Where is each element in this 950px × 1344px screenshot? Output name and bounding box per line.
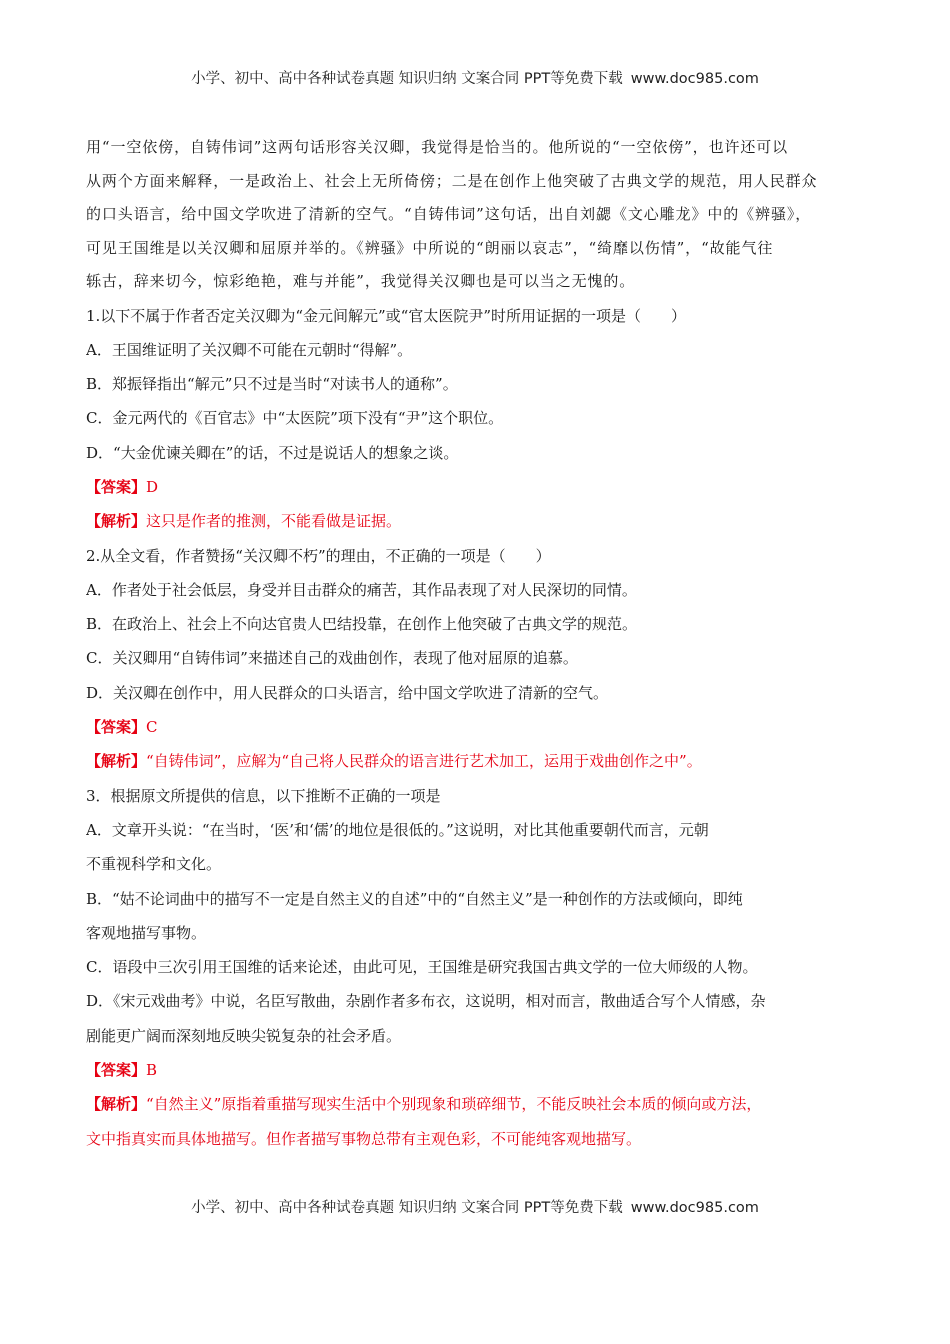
- page-header: [0, 67, 950, 88]
- option-c: C．语段中三次引用王国维的话来论述，由此可见，王国维是研究我国古典文学的一位大师级的人物。: [86, 958, 758, 977]
- footer-text: 小学、初中、高中各种试卷真题 知识归纳 文案合同 PPT等免费下载: [191, 1200, 623, 1216]
- answer-label: 【答案】: [86, 718, 147, 737]
- question-2: [86, 539, 876, 779]
- answer-label: 【答案】: [86, 1061, 147, 1080]
- answer-value: C: [146, 718, 158, 737]
- analysis-label: 【解析】: [86, 1095, 147, 1114]
- passage-line: 可见王国维是以关汉卿和屈原并举的。《辨骚》中所说的“朗丽以哀志”，“绮靡以伤情”，“故能气往: [86, 238, 774, 257]
- analysis: [86, 744, 876, 778]
- header-url[interactable]: www.doc985.com: [630, 71, 759, 87]
- option-d-line-1: D．《宋元戏曲考》中说，名臣写散曲，杂剧作者多布衣，这说明，相对而言，散曲适合写个人情感，杂: [86, 992, 766, 1011]
- answer: [86, 470, 876, 504]
- question-1: [86, 299, 876, 539]
- header-text: 小学、初中、高中各种试卷真题 知识归纳 文案合同 PPT等免费下载: [191, 71, 623, 87]
- option-b: B．在政治上、社会上不向达官贵人巴结投靠，在创作上他突破了古典文学的规范。: [86, 615, 638, 634]
- analysis: [86, 1087, 876, 1122]
- passage-line: 轹古，辞来切今，惊彩绝艳，难与并能”，我觉得关汉卿也是可以当之无愧的。: [86, 272, 636, 290]
- option-d: D．“大金优谏关卿在”的话，不过是说话人的想象之谈。: [86, 443, 459, 462]
- answer-label: 【答案】: [86, 477, 147, 496]
- question-stem: 3．根据原文所提供的信息，以下推断不正确的一项是: [86, 786, 441, 805]
- analysis-continued: 文中指真实而具体地描写。但作者描写事物总带有主观色彩，不可能纯客观地描写。: [86, 1130, 642, 1149]
- answer-value: D: [146, 477, 159, 496]
- option-a-line-1: A．文章开头说：“在当时，‘医’和‘儒’的地位是很低的。”这说明，对比其他重要朝代而言，元朝: [86, 820, 709, 839]
- analysis-text: “自铸伟词”，应解为“自己将人民群众的语言进行艺术加工，运用于戏曲创作之中”。: [146, 752, 702, 771]
- option-d-line-2: 剧能更广阔而深刻地反映尖锐复杂的社会矛盾。: [86, 1026, 402, 1045]
- answer: [86, 1053, 876, 1087]
- option-c: C．关汉卿用“自铸伟词”来描述自己的戏曲创作，表现了他对屈原的追慕。: [86, 649, 578, 668]
- option-d: D．关汉卿在创作中，用人民群众的口头语言，给中国文学吹进了清新的空气。: [86, 683, 609, 702]
- question-3: [86, 779, 876, 1158]
- option-a-line-2: 不重视科学和文化。: [86, 855, 222, 874]
- analysis: [86, 504, 876, 538]
- passage-line: 从两个方面来解释，一是政治上、社会上无所倚傍；二是在创作上他突破了古典文学的规范，用人民群众: [86, 171, 818, 190]
- question-stem: 1.以下不属于作者否定关汉卿为“金元间解元”或“官太医院尹”时所用证据的一项是（ ）: [86, 306, 686, 325]
- footer-url[interactable]: www.doc985.com: [630, 1200, 759, 1216]
- question-stem: 2.从全文看，作者赞扬“关汉卿不朽”的理由，不正确的一项是（ ）: [86, 546, 551, 565]
- analysis-label: 【解析】: [86, 512, 147, 531]
- answer-value: B: [146, 1061, 158, 1080]
- option-a: A．王国维证明了关汉卿不可能在元朝时“得解”。: [86, 340, 413, 359]
- passage-line: 用“一空依傍，自铸伟词”这两句话形容关汉卿，我觉得是恰当的。他所说的“一空依傍”，也许还可以: [86, 138, 789, 156]
- option-b-line-2: 客观地描写事物。: [86, 923, 207, 942]
- document-body: [86, 131, 876, 1157]
- analysis-text: “自然主义”原指着重描写现实生活中个别现象和琐碎细节，不能反映社会本质的倾向或方法，: [146, 1095, 762, 1114]
- option-b: B．郑振铎指出“解元”只不过是当时“对读书人的通称”。: [86, 375, 458, 394]
- passage-line: 的口头语言，给中国文学吹进了清新的空气。“自铸伟词”这句话，出自刘勰《文心雕龙》中的《辨骚》，: [86, 205, 812, 223]
- option-b-line-1: B．“姑不论词曲中的描写不一定是自然主义的自述”中的“自然主义”是一种创作的方法或倾向，即纯: [86, 889, 743, 908]
- passage: [86, 131, 876, 299]
- analysis-text: 这只是作者的推测，不能看做是证据。: [146, 512, 402, 531]
- option-a: A．作者处于社会低层，身受并目击群众的痛苦，其作品表现了对人民深切的同情。: [86, 580, 637, 599]
- answer: [86, 710, 876, 744]
- analysis-label: 【解析】: [86, 752, 147, 771]
- page-footer: [0, 1196, 950, 1217]
- option-c: C．金元两代的《百官志》中“太医院”项下没有“尹”这个职位。: [86, 409, 504, 428]
